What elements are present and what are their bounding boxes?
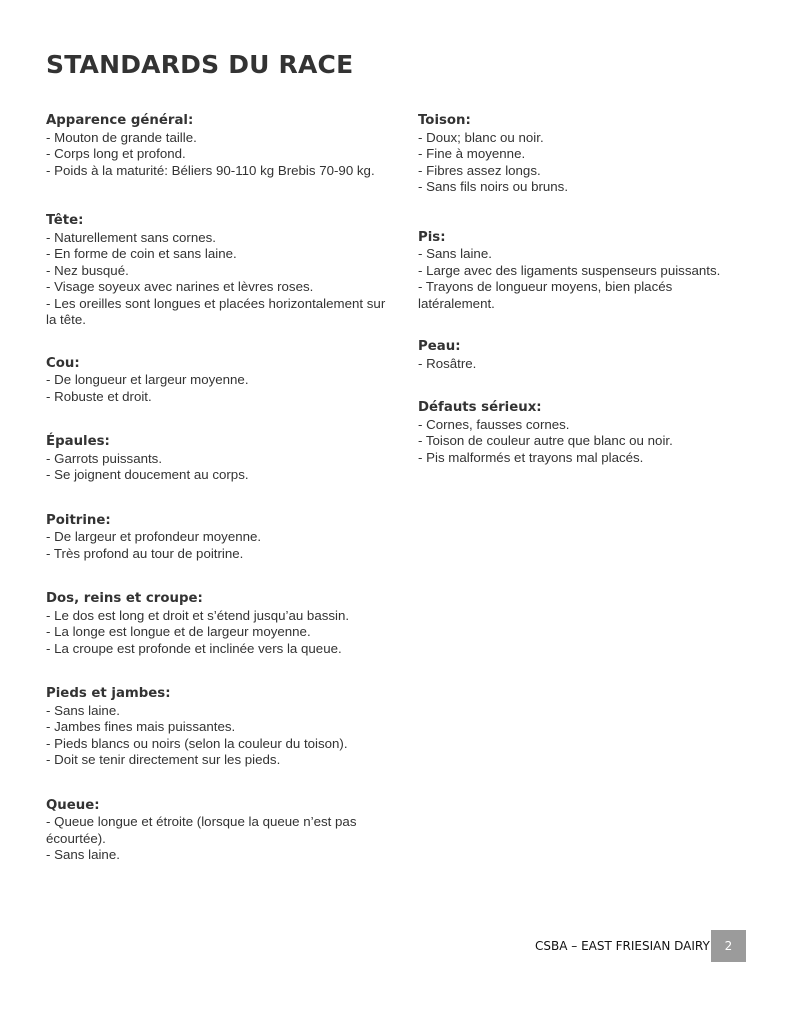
list-item: - Le dos est long et droit et s’étend jusqu’au bassin. bbox=[46, 607, 350, 623]
section-title: Cou: bbox=[46, 355, 80, 371]
section-title: Queue: bbox=[46, 797, 100, 813]
page-title: STANDARDS DU RACE bbox=[46, 50, 354, 79]
list-item: - Les oreilles sont longues et placées horizontalement sur la tête. bbox=[46, 295, 386, 327]
list-item: - Se joignent doucement au corps. bbox=[46, 467, 249, 482]
list-item: - Poids à la maturité: Béliers 90-110 kg Brebis 70-90 kg. bbox=[46, 162, 375, 178]
section-title: Poitrine: bbox=[46, 512, 111, 528]
list-item: - De largeur et profondeur moyenne. bbox=[46, 529, 262, 544]
list-item: - Nez busqué. bbox=[46, 262, 129, 278]
list-item: - Naturellement sans cornes. bbox=[46, 229, 216, 245]
section-cou bbox=[46, 356, 386, 406]
section-title: Toison: bbox=[418, 113, 471, 128]
section-apparence bbox=[46, 113, 386, 179]
right-column bbox=[418, 113, 748, 466]
list-item: - Trayons de longueur moyens, bien placés latéralement. bbox=[418, 279, 673, 311]
list-item: - Robuste et droit. bbox=[46, 388, 152, 404]
list-item: - Queue longue et étroite (lorsque la queue n’est pas écourtée). bbox=[46, 814, 357, 846]
section-title: Tête: bbox=[46, 213, 84, 228]
list-item: - Visage soyeux avec narines et lèvres roses. bbox=[46, 279, 314, 294]
section-title: Épaules: bbox=[46, 434, 110, 449]
list-item: - Jambes fines mais puissantes. bbox=[46, 719, 236, 734]
list-item: - La croupe est profonde et inclinée vers la queue. bbox=[46, 640, 342, 656]
section-queue bbox=[46, 798, 386, 864]
list-item: - Très profond au tour de poitrine. bbox=[46, 545, 244, 561]
footer-text: CSBA – EAST FRIESIAN DAIRY bbox=[535, 939, 710, 953]
section-tete bbox=[46, 213, 386, 329]
section-pieds bbox=[46, 686, 386, 769]
list-item: - Sans laine. bbox=[46, 702, 120, 718]
section-title: Pis: bbox=[418, 229, 446, 245]
list-item: - En forme de coin et sans laine. bbox=[46, 246, 237, 261]
section-poitrine bbox=[46, 513, 386, 563]
list-item: - La longe est longue et de largeur moyenne. bbox=[46, 624, 311, 639]
section-pis bbox=[418, 230, 748, 313]
section-dos bbox=[46, 591, 386, 657]
section-title: Défauts sérieux: bbox=[418, 400, 542, 415]
list-item: - Garrots puissants. bbox=[46, 450, 163, 466]
left-column bbox=[46, 113, 386, 864]
list-item: - Doit se tenir directement sur les pieds. bbox=[46, 752, 281, 767]
list-item: - Large avec des ligaments suspenseurs puissants. bbox=[418, 262, 721, 278]
page-number: 2 bbox=[711, 930, 746, 962]
list-item: - Sans laine. bbox=[46, 847, 120, 862]
list-item: - Fine à moyenne. bbox=[418, 146, 526, 161]
list-item: - Rosâtre. bbox=[418, 355, 477, 371]
list-item: - De longueur et largeur moyenne. bbox=[46, 372, 249, 387]
list-item: - Pieds blancs ou noirs (selon la couleur du toison). bbox=[46, 735, 348, 751]
section-title: Apparence général: bbox=[46, 113, 194, 128]
list-item: - Corps long et profond. bbox=[46, 146, 186, 161]
list-item: - Doux; blanc ou noir. bbox=[418, 129, 544, 145]
list-item: - Cornes, fausses cornes. bbox=[418, 416, 570, 432]
list-item: - Toison de couleur autre que blanc ou noir. bbox=[418, 433, 673, 448]
list-item: - Sans laine. bbox=[418, 246, 492, 261]
section-epaules bbox=[46, 434, 386, 484]
list-item: - Pis malformés et trayons mal placés. bbox=[418, 449, 644, 465]
section-title: Pieds et jambes: bbox=[46, 686, 171, 701]
list-item: - Mouton de grande taille. bbox=[46, 129, 197, 145]
section-title: Peau: bbox=[418, 339, 461, 354]
list-item: - Sans fils noirs ou bruns. bbox=[418, 179, 569, 194]
section-defauts bbox=[418, 400, 748, 466]
section-title: Dos, reins et croupe: bbox=[46, 591, 203, 606]
section-peau bbox=[418, 339, 748, 372]
section-toison bbox=[418, 113, 748, 196]
list-item: - Fibres assez longs. bbox=[418, 162, 541, 178]
